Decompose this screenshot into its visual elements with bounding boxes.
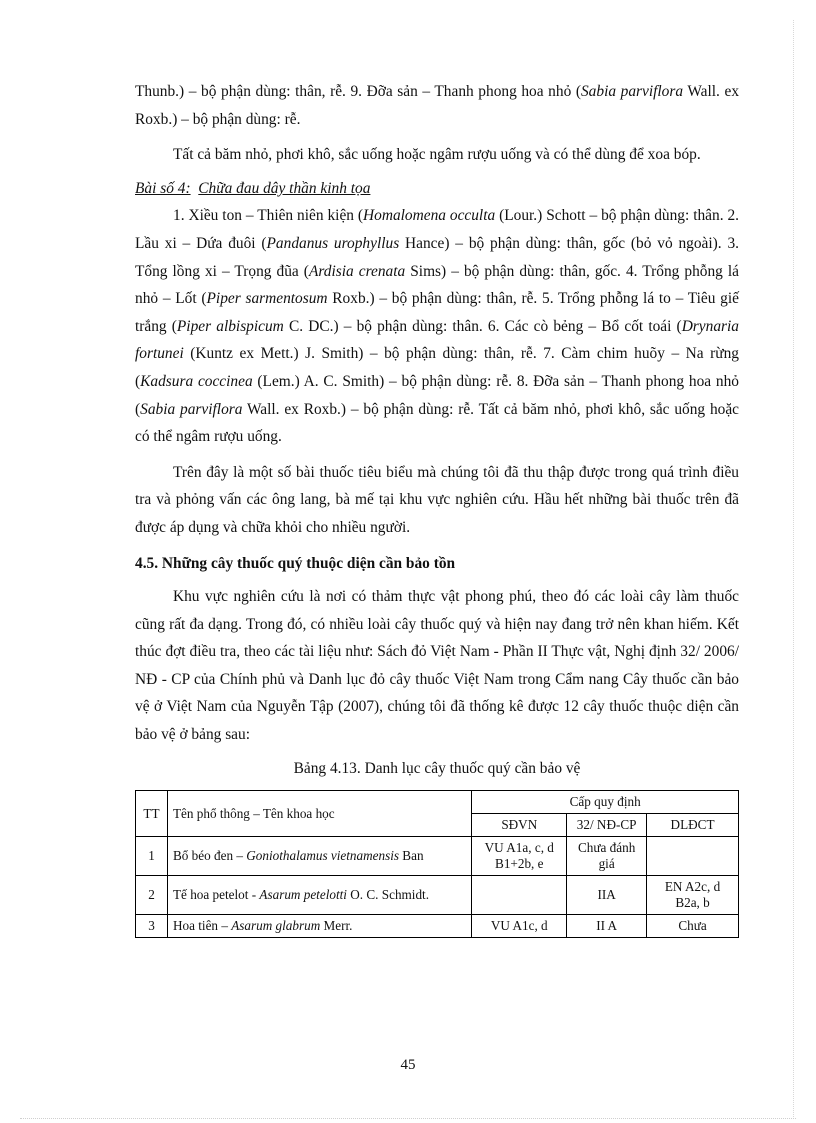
paragraph-recipe-4 bbox=[135, 202, 739, 450]
paragraph-usage: Tất cả băm nhỏ, phơi khô, sắc uống hoặc ngâm rượu uống và có thể dùng để xoa bóp. bbox=[173, 146, 701, 164]
text-run: Sims) – bộ phận dùng: thân, gốc. 4. Trổng phỗng lá nhỏ – Lốt ( bbox=[135, 262, 740, 308]
scientific-name: Asarum glabrum bbox=[231, 918, 321, 934]
table-body bbox=[136, 837, 739, 938]
species-name: Ardisia crenata bbox=[308, 262, 406, 280]
cell-tt: 3 bbox=[136, 915, 168, 938]
cell-nd: IIA bbox=[567, 876, 647, 915]
header-sdvn: SĐVN bbox=[472, 814, 567, 837]
scientific-name: Asarum petelotti bbox=[259, 887, 347, 903]
species-name: Drynaria fortunei bbox=[135, 317, 739, 363]
cell-dldct: Chưa bbox=[647, 915, 739, 938]
page-border-right bbox=[793, 20, 794, 1117]
cell-name bbox=[167, 915, 471, 938]
page-border-bottom bbox=[20, 1118, 796, 1119]
species-name: Pandanus urophyllus bbox=[266, 234, 400, 252]
common-name: Tế hoa petelot - bbox=[172, 887, 260, 903]
text-run: Wall. ex Roxb.) – bộ phận dùng: rễ. bbox=[135, 83, 740, 128]
cell-tt: 1 bbox=[136, 837, 168, 876]
conservation-table bbox=[135, 790, 739, 938]
table-row bbox=[136, 837, 739, 876]
recipe-4-title: Chữa đau dây thần kinh tọa bbox=[198, 179, 371, 197]
species-name: Piper sarmentosum bbox=[206, 290, 328, 308]
text-run: (Lour.) Schott – bộ phận dùng: thân. 2. Lầu xi – Dứa đuôi ( bbox=[135, 207, 740, 252]
section-heading: 4.5. Những cây thuốc quý thuộc diện cần bảo tồn bbox=[135, 554, 456, 572]
text-run: (Lem.) A. C. Smith) – bộ phận dùng: rễ. 8. Đỡa sản – Thanh phong hoa nhỏ ( bbox=[135, 372, 739, 418]
table-row bbox=[136, 876, 739, 915]
paragraph-conservation: Khu vực nghiên cứu là nơi có thảm thực vật phong phú, theo đó các loài cây làm thuốc cũng rất đa dạng. Trong đó, có nhiều loài cây thuốc quý và hiện nay đang trở nên khan hiếm. Kết thúc đợt điều tra, theo các tài liệu như: Sách đỏ Việt Nam - Phần II Thực vật, Nghị định 32/ 2006/ NĐ - CP của Chính phủ và Danh lục đỏ cây thuốc Việt Nam trong Cẩm nang Cây thuốc cần bảo vệ ở Việt Nam của Nguyễn Tập (2007), chúng tôi đã thống kê được 12 cây thuốc thuộc diện cần bảo vệ ở bảng sau: bbox=[135, 588, 739, 744]
text-run: Roxb.) – bộ phận dùng: thân, rễ. 5. Trổng phỗng lá to – Tiêu giế trắng ( bbox=[135, 290, 739, 335]
species-name: Kadsura coccinea bbox=[140, 372, 253, 390]
text-run: (Kuntz ex Mett.) J. Smith) – bộ phận dùng: thân, rễ. 7. Càm chim huõy – Na rừng ( bbox=[135, 345, 739, 390]
common-name: Hoa tiên – bbox=[172, 918, 232, 934]
author-name: O. C. Schmidt. bbox=[346, 887, 430, 903]
cell-nd: Chưa đánh giá bbox=[567, 837, 647, 876]
species-name: Sabia parviflora bbox=[140, 400, 243, 418]
species-name: Piper albispicum bbox=[176, 317, 284, 335]
cell-name bbox=[167, 837, 471, 876]
table-caption: Bảng 4.13. Danh lục cây thuốc quý cần bảo vệ bbox=[293, 759, 581, 777]
text-run: 1. Xiều ton – Thiên niên kiện ( bbox=[173, 207, 364, 225]
author-name: Ban bbox=[399, 848, 424, 864]
document-page bbox=[135, 78, 739, 938]
header-name: Tên phổ thông – Tên khoa học bbox=[167, 791, 471, 837]
table-row bbox=[136, 915, 739, 938]
recipe-4-label: Bài số 4: bbox=[135, 179, 191, 197]
species-name: Sabia parviflora bbox=[580, 83, 684, 100]
text-run: Wall. ex Roxb.) – bộ phận dùng: rễ. Tất cả băm nhỏ, phơi khô, sắc uống hoặc có thể ngâm rượu uống. bbox=[135, 400, 740, 446]
header-dldct: DLĐCT bbox=[647, 814, 739, 837]
header-nd: 32/ NĐ-CP bbox=[567, 814, 647, 837]
cell-sdvn: VU A1c, d bbox=[472, 915, 567, 938]
cell-name bbox=[167, 876, 471, 915]
cell-tt: 2 bbox=[136, 876, 168, 915]
cell-dldct: EN A2c, d B2a, b bbox=[647, 876, 739, 915]
header-tt: TT bbox=[136, 791, 168, 837]
table-header-row bbox=[136, 791, 739, 814]
paragraph-continued bbox=[135, 78, 739, 133]
text-run: C. DC.) – bộ phận dùng: thân. 6. Các cò bẻng – Bổ cốt toái ( bbox=[283, 317, 682, 335]
scientific-name: Goniothalamus vietnamensis bbox=[246, 848, 399, 864]
cell-sdvn bbox=[472, 876, 567, 915]
species-name: Homalomena occulta bbox=[363, 207, 496, 225]
text-run: Thunb.) – bộ phận dùng: thân, rễ. 9. Đỡa sản – Thanh phong hoa nhỏ ( bbox=[135, 83, 581, 100]
common-name: Bổ béo đen – bbox=[172, 848, 247, 864]
header-level: Cấp quy định bbox=[472, 791, 739, 814]
recipe-4-heading bbox=[135, 175, 739, 203]
cell-sdvn: VU A1a, c, d B1+2b, e bbox=[472, 837, 567, 876]
paragraph-summary: Trên đây là một số bài thuốc tiêu biểu mà chúng tôi đã thu thập được trong quá trình điều tra và phỏng vấn các ông lang, bà mế tại khu vực nghiên cứu. Hầu hết những bài thuốc trên đã được áp dụng và chữa khỏi cho nhiều người. bbox=[135, 463, 739, 536]
page-number: 45 bbox=[400, 1057, 416, 1073]
cell-nd: II A bbox=[567, 915, 647, 938]
cell-dldct bbox=[647, 837, 739, 876]
text-run: Hance) – bộ phận dùng: thân, gốc (bỏ vỏ ngoài). 3. Tổng lồng xi – Trọng đũa ( bbox=[135, 234, 740, 280]
author-name: Merr. bbox=[320, 918, 353, 934]
